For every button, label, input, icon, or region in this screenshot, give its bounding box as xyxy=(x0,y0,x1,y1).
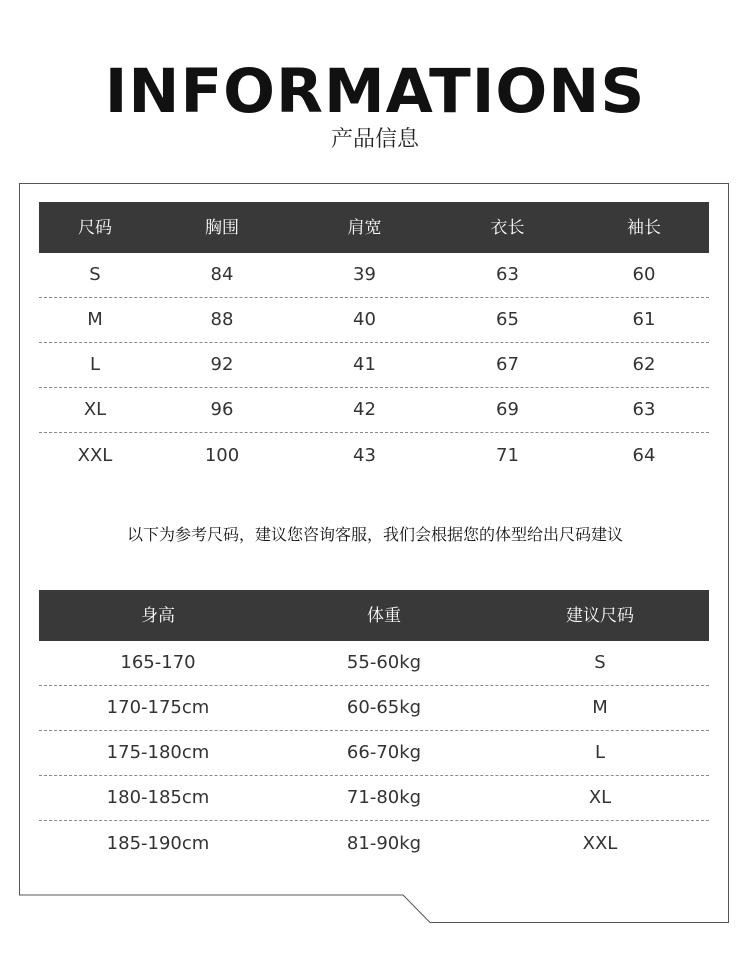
sub-title: 产品信息 xyxy=(330,127,419,152)
table-row xyxy=(39,686,709,731)
cell-recommended-size: XXL xyxy=(582,832,618,854)
table-row xyxy=(39,388,709,433)
cell-recommended-size: XL xyxy=(588,787,612,808)
table-row xyxy=(39,298,709,343)
size-advice-note: 以下为参考尺码，建议您咨询客服，我们会根据您的体型给出尺码建议 xyxy=(126,525,623,544)
header-height: 身高 xyxy=(141,605,175,626)
table-row xyxy=(39,343,709,388)
cell-shoulder: 43 xyxy=(353,444,376,466)
header-size: 尺码 xyxy=(78,217,112,238)
cell-recommended-size: L xyxy=(594,742,606,763)
table-row xyxy=(39,821,709,866)
cell-size: S xyxy=(89,264,101,285)
cell-weight: 66-70kg xyxy=(346,742,422,763)
cell-shoulder: 42 xyxy=(353,399,376,420)
cell-height: 170-175cm xyxy=(106,697,210,718)
table-row xyxy=(39,731,709,776)
recommend-header-row xyxy=(39,590,709,641)
cell-chest: 92 xyxy=(210,354,234,375)
header-sleeve: 袖长 xyxy=(627,217,661,238)
cell-weight: 60-65kg xyxy=(346,697,422,718)
cell-size: XXL xyxy=(77,444,113,466)
cell-recommended-size: M xyxy=(592,697,608,718)
cell-height: 185-190cm xyxy=(106,832,210,854)
recommend-size-table xyxy=(39,590,709,866)
cell-sleeve: 62 xyxy=(632,354,656,375)
cell-height: 165-170 xyxy=(120,652,196,673)
size-chart-table xyxy=(39,202,709,478)
cell-length: 71 xyxy=(496,444,519,466)
table-row xyxy=(39,776,709,821)
cell-shoulder: 41 xyxy=(353,354,376,375)
cell-weight: 55-60kg xyxy=(346,652,422,673)
cell-size: M xyxy=(87,309,103,330)
cell-length: 67 xyxy=(496,354,519,375)
cell-length: 63 xyxy=(496,264,519,285)
size-chart-header-row xyxy=(39,202,709,253)
cell-length: 69 xyxy=(496,399,519,420)
table-row xyxy=(39,641,709,686)
cell-length: 65 xyxy=(496,309,519,330)
cell-chest: 84 xyxy=(210,264,234,285)
cell-size: XL xyxy=(83,399,107,420)
header-shoulder: 肩宽 xyxy=(347,217,382,238)
cell-chest: 100 xyxy=(204,444,240,466)
table-row xyxy=(39,253,709,298)
cell-sleeve: 61 xyxy=(632,309,656,330)
header-weight: 体重 xyxy=(367,605,401,626)
cell-size: L xyxy=(89,354,101,375)
header-length: 衣长 xyxy=(490,217,525,238)
cell-sleeve: 64 xyxy=(632,444,656,466)
cell-chest: 88 xyxy=(210,309,234,330)
main-title: INFORMATIONS xyxy=(104,56,646,127)
cell-recommended-size: S xyxy=(594,652,606,673)
cell-shoulder: 40 xyxy=(353,309,376,330)
cell-height: 175-180cm xyxy=(106,742,210,763)
cell-shoulder: 39 xyxy=(353,264,376,285)
header-chest: 胸围 xyxy=(205,217,239,238)
cell-chest: 96 xyxy=(210,399,234,420)
header-recommended-size: 建议尺码 xyxy=(566,605,634,626)
cell-sleeve: 63 xyxy=(632,399,656,420)
table-row xyxy=(39,433,709,478)
cell-weight: 81-90kg xyxy=(346,832,422,854)
cell-sleeve: 60 xyxy=(632,264,656,285)
cell-weight: 71-80kg xyxy=(346,787,422,808)
cell-height: 180-185cm xyxy=(106,787,210,808)
